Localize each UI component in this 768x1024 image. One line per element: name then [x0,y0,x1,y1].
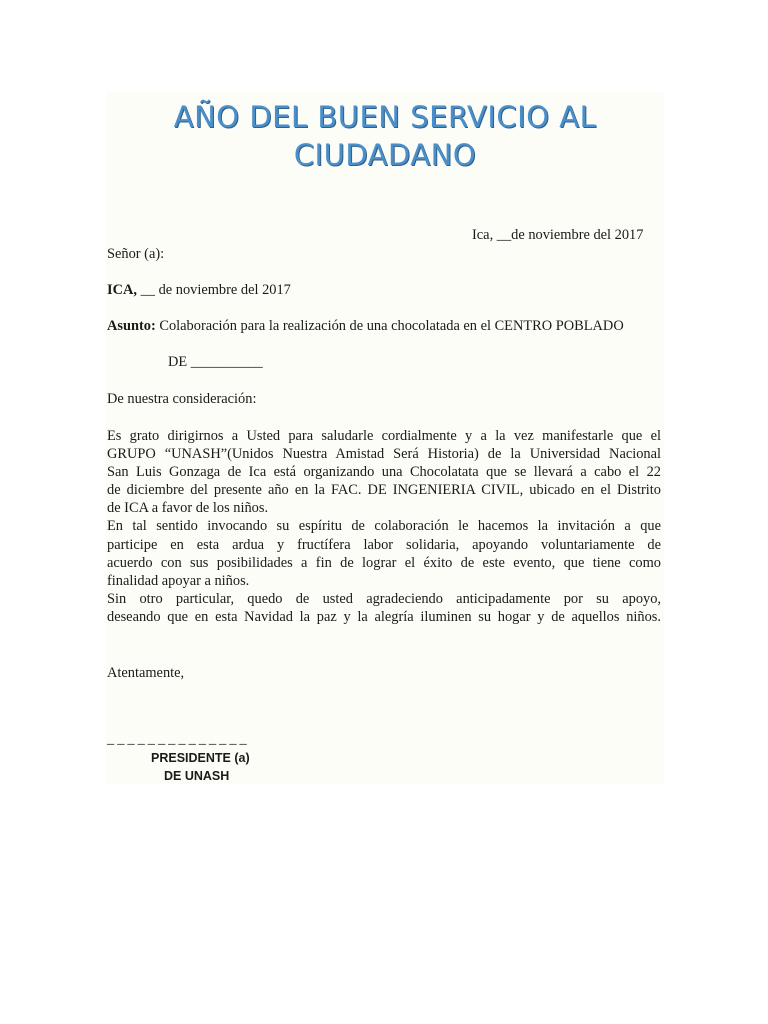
subject-line-2: DE __________ [168,354,263,370]
body-line: En tal sentido invocando su espíritu de colaboración le hacemos la invitación a que [107,518,661,534]
signature-line: ______________ [107,731,250,747]
body-line: participe en esta ardua y fructífera labor solidaria, apoyando voluntariamente de [107,537,661,553]
title-line-1: AÑO DEL BUEN SERVICIO AL [173,100,597,134]
recipient-rest: __ de noviembre del 2017 [136,282,291,298]
body-line: San Luis Gonzaga de Ica está organizando una Chocolatata que se llevará a cabo el 22 [107,464,661,480]
document-title [106,98,664,174]
signature-role: PRESIDENTE (a) [151,751,250,765]
signature-org: DE UNASH [164,769,230,783]
body-line: de diciembre del presente año en la FAC. DE INGENIERIA CIVIL, ubicado en el Distrito [107,482,661,498]
recipient-bold: ICA, [107,282,137,298]
title-line-2: CIUDADANO [293,138,477,172]
date-line: Ica, __de noviembre del 2017 [472,227,644,243]
subject-label: Asunto: [107,318,156,334]
subject-text: Colaboración para la realización de una chocolatada en el CENTRO POBLADO [155,318,624,334]
body-line: acuerdo con sus posibilidades a fin de lograr el éxito de este evento, que tiene como [107,555,661,571]
body-line: deseando que en esta Navidad la paz y la alegría iluminen su hogar y de aquellos niños. [107,609,661,625]
body-line: GRUPO “UNASH”(Unidos Nuestra Amistad Será Historia) de la Universidad Nacional [107,446,661,462]
body-line: Sin otro particular, quedo de usted agradeciendo anticipadamente por su apoyo, [107,591,661,607]
recipient-line [107,281,291,299]
salutation: Señor (a): [107,246,165,262]
closing: Atentamente, [107,665,185,681]
subject-line [107,317,624,335]
body-line: finalidad apoyar a niños. [107,573,250,589]
body-line: de ICA a favor de los niños. [107,500,269,516]
body-line: Es grato dirigirnos a Usted para saludarle cordialmente y a la vez manifestarle que el [107,428,661,444]
greeting: De nuestra consideración: [107,391,257,407]
